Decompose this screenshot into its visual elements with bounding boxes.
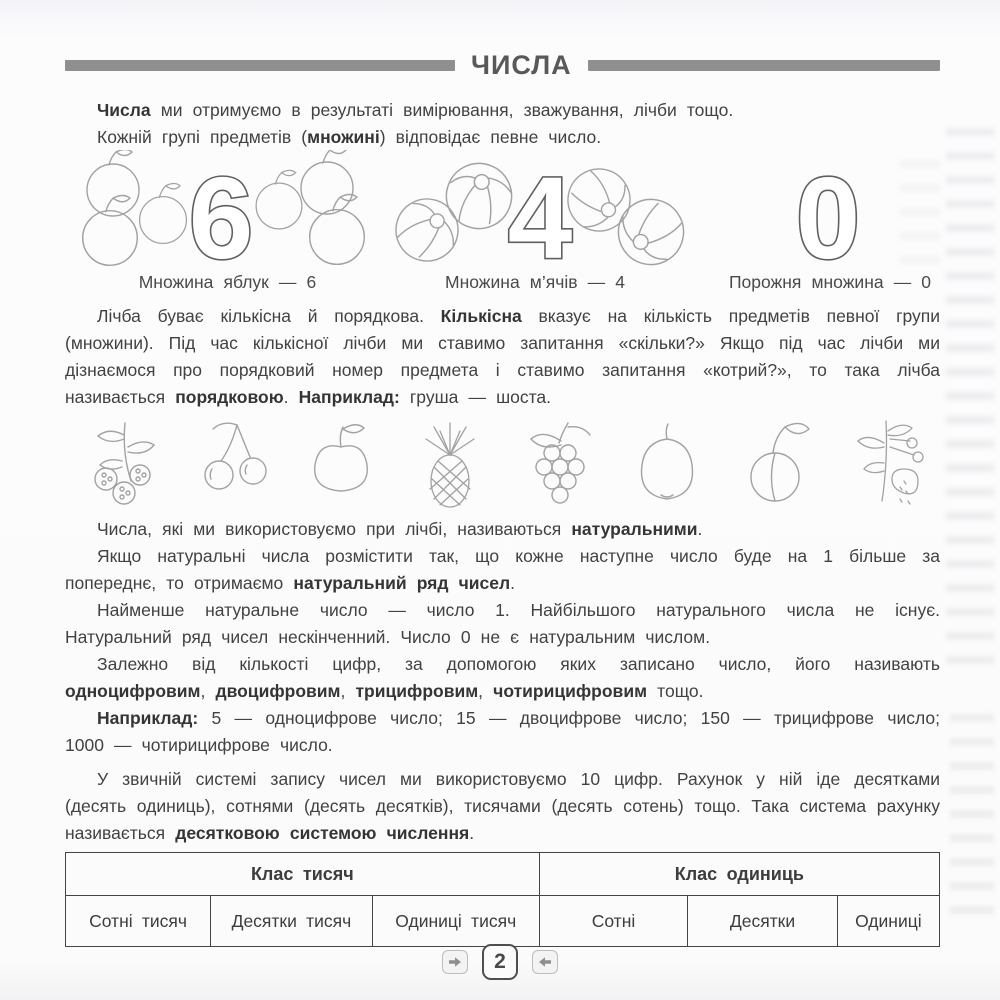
- bold-term: натуральними: [571, 519, 698, 539]
- bold-term: порядковою: [175, 387, 284, 407]
- text-run: 5 — одноцифрове число; 15 — двоцифрове число; 150 — трицифрове число; 1000 — чотирицифрове число.: [65, 708, 940, 755]
- bold-term: множині: [307, 127, 380, 147]
- raspberry-branch-icon: [78, 417, 170, 513]
- text-run: Найменше натуральне число — число 1. Найбільшого натурального числа не існує. Натуральний ряд чисел нескінченний. Число 0 не є натуральним числом.: [65, 600, 940, 647]
- apples-group: [83, 150, 365, 272]
- table-row: [66, 896, 940, 947]
- caption-empty-set: Порожня множина — 0: [728, 272, 932, 292]
- text-run: ,: [200, 681, 216, 701]
- page-footer: [0, 944, 1000, 980]
- text-run: Числа, які ми використовуємо при лічбі, називаються: [97, 519, 572, 539]
- bold-term: чотирицифровим: [493, 681, 648, 701]
- text-run: груша — шоста.: [399, 387, 552, 407]
- bold-term: двоцифровим: [215, 681, 341, 701]
- bold-term: трицифровим: [355, 681, 479, 701]
- text-run: .: [697, 519, 703, 539]
- text-run: ми отримуємо в результаті вимірювання, зважування, лічби тощо.: [150, 100, 734, 120]
- paragraph-digit-examples: [65, 705, 940, 759]
- text-run: Кожній групі предметів (: [97, 127, 308, 147]
- strawberry-plant-icon: [838, 417, 930, 513]
- caption-balls-set: Множина м’ячів — 4: [445, 272, 625, 292]
- counting-section: [65, 303, 940, 411]
- paragraph-natural-series: [65, 543, 940, 597]
- arrow-right-icon: [442, 950, 468, 974]
- text-run: У звичній системі запису чисел ми використовуємо 10 цифр. Рахунок у ній іде десятками (десять одиниць), сотнями (десять десятків), тисячами (десять сотень) тощо. Така система рахунку називається: [65, 769, 940, 843]
- pineapple-icon: [404, 417, 496, 513]
- text-run: Лічба буває кількісна й порядкова.: [97, 306, 441, 326]
- digit-4-outline: 4: [507, 153, 573, 272]
- text-run: ,: [478, 681, 494, 701]
- bold-term: Кількісна: [440, 306, 522, 326]
- apricot-icon: [729, 417, 821, 513]
- figure-captions: [65, 272, 940, 298]
- sets-illustration: [65, 150, 940, 272]
- column-units: Одиниці: [837, 896, 939, 947]
- intro-section: [65, 97, 940, 151]
- paragraph-set-definition: [65, 124, 940, 151]
- bold-term: десятковою системою числення: [175, 823, 470, 843]
- paragraph-counting-types: [65, 303, 940, 411]
- text-run: .: [283, 387, 299, 407]
- place-value-table: [65, 852, 940, 947]
- paragraph-natural-numbers: [65, 516, 940, 543]
- text-run: .: [469, 823, 475, 843]
- page-title: ЧИСЛА: [471, 50, 572, 80]
- caption-apples-set: Множина яблук — 6: [138, 272, 317, 292]
- title-rule-right: [588, 60, 940, 71]
- apple-icon: [295, 417, 387, 513]
- paragraph-digit-count: [65, 651, 940, 705]
- fruit-row-illustration: [78, 416, 930, 514]
- paragraph-smallest-natural: [65, 597, 940, 651]
- class-thousands-header: Клас тисяч: [66, 853, 540, 896]
- column-unit-thousands: Одиниці тисяч: [372, 896, 539, 947]
- digit-6-outline: 6: [188, 153, 254, 272]
- scan-bleedthrough: [946, 120, 994, 680]
- paragraph-numbers-definition: [65, 97, 940, 124]
- scan-bleedthrough: [950, 700, 994, 930]
- text-run: ) відповідає певне число.: [379, 127, 602, 147]
- quince-icon: [621, 417, 713, 513]
- text-run: ,: [340, 681, 356, 701]
- column-hundreds: Сотні: [539, 896, 688, 947]
- text-run: Якщо натуральні числа розмістити так, що кожне наступне число буде на 1 більше за попереднє, то отримаємо: [65, 546, 940, 593]
- bold-term: одноцифровим: [65, 681, 201, 701]
- natural-numbers-section: [65, 516, 940, 759]
- text-run: вказує на кількість предметів певної групи (множини). Під час кількісної лічби ми ставимо запитання «скільки?» Якщо під час лічби ми дізнаємося про порядковий номер предмета і ставимо запитання «котрий?», то така лічба називається: [65, 306, 941, 407]
- sets-illustration-drawing: [65, 150, 940, 272]
- arrow-left-icon: [532, 950, 558, 974]
- class-units-header: Клас одиниць: [539, 853, 939, 896]
- page-number-badge: [482, 944, 518, 980]
- balls-group: [390, 153, 688, 272]
- grape-bunch-icon: [512, 417, 604, 513]
- bold-term: Наприклад:: [97, 708, 199, 728]
- column-hundred-thousands: Сотні тисяч: [66, 896, 211, 947]
- page-header: [65, 50, 940, 81]
- text-run: тощо.: [647, 681, 704, 701]
- table-row: [66, 853, 940, 896]
- text-run: Залежно від кількості цифр, за допомогою яких записано число, його називають: [97, 654, 940, 674]
- column-tens: Десятки: [688, 896, 837, 947]
- text-run: .: [510, 573, 515, 593]
- digit-0-outline: 0: [795, 153, 861, 272]
- decimal-system-section: [65, 766, 940, 847]
- cherries-icon: [187, 417, 279, 513]
- column-ten-thousands: Десятки тисяч: [211, 896, 373, 947]
- empty-set-group: [796, 153, 861, 272]
- bold-term: натуральний ряд чисел: [293, 573, 511, 593]
- bold-term: Наприклад:: [298, 387, 400, 407]
- bold-term: Числа: [97, 100, 151, 120]
- page-number: 2: [494, 950, 506, 973]
- title-rule-left: [65, 60, 455, 71]
- paragraph-decimal-system: [65, 766, 940, 847]
